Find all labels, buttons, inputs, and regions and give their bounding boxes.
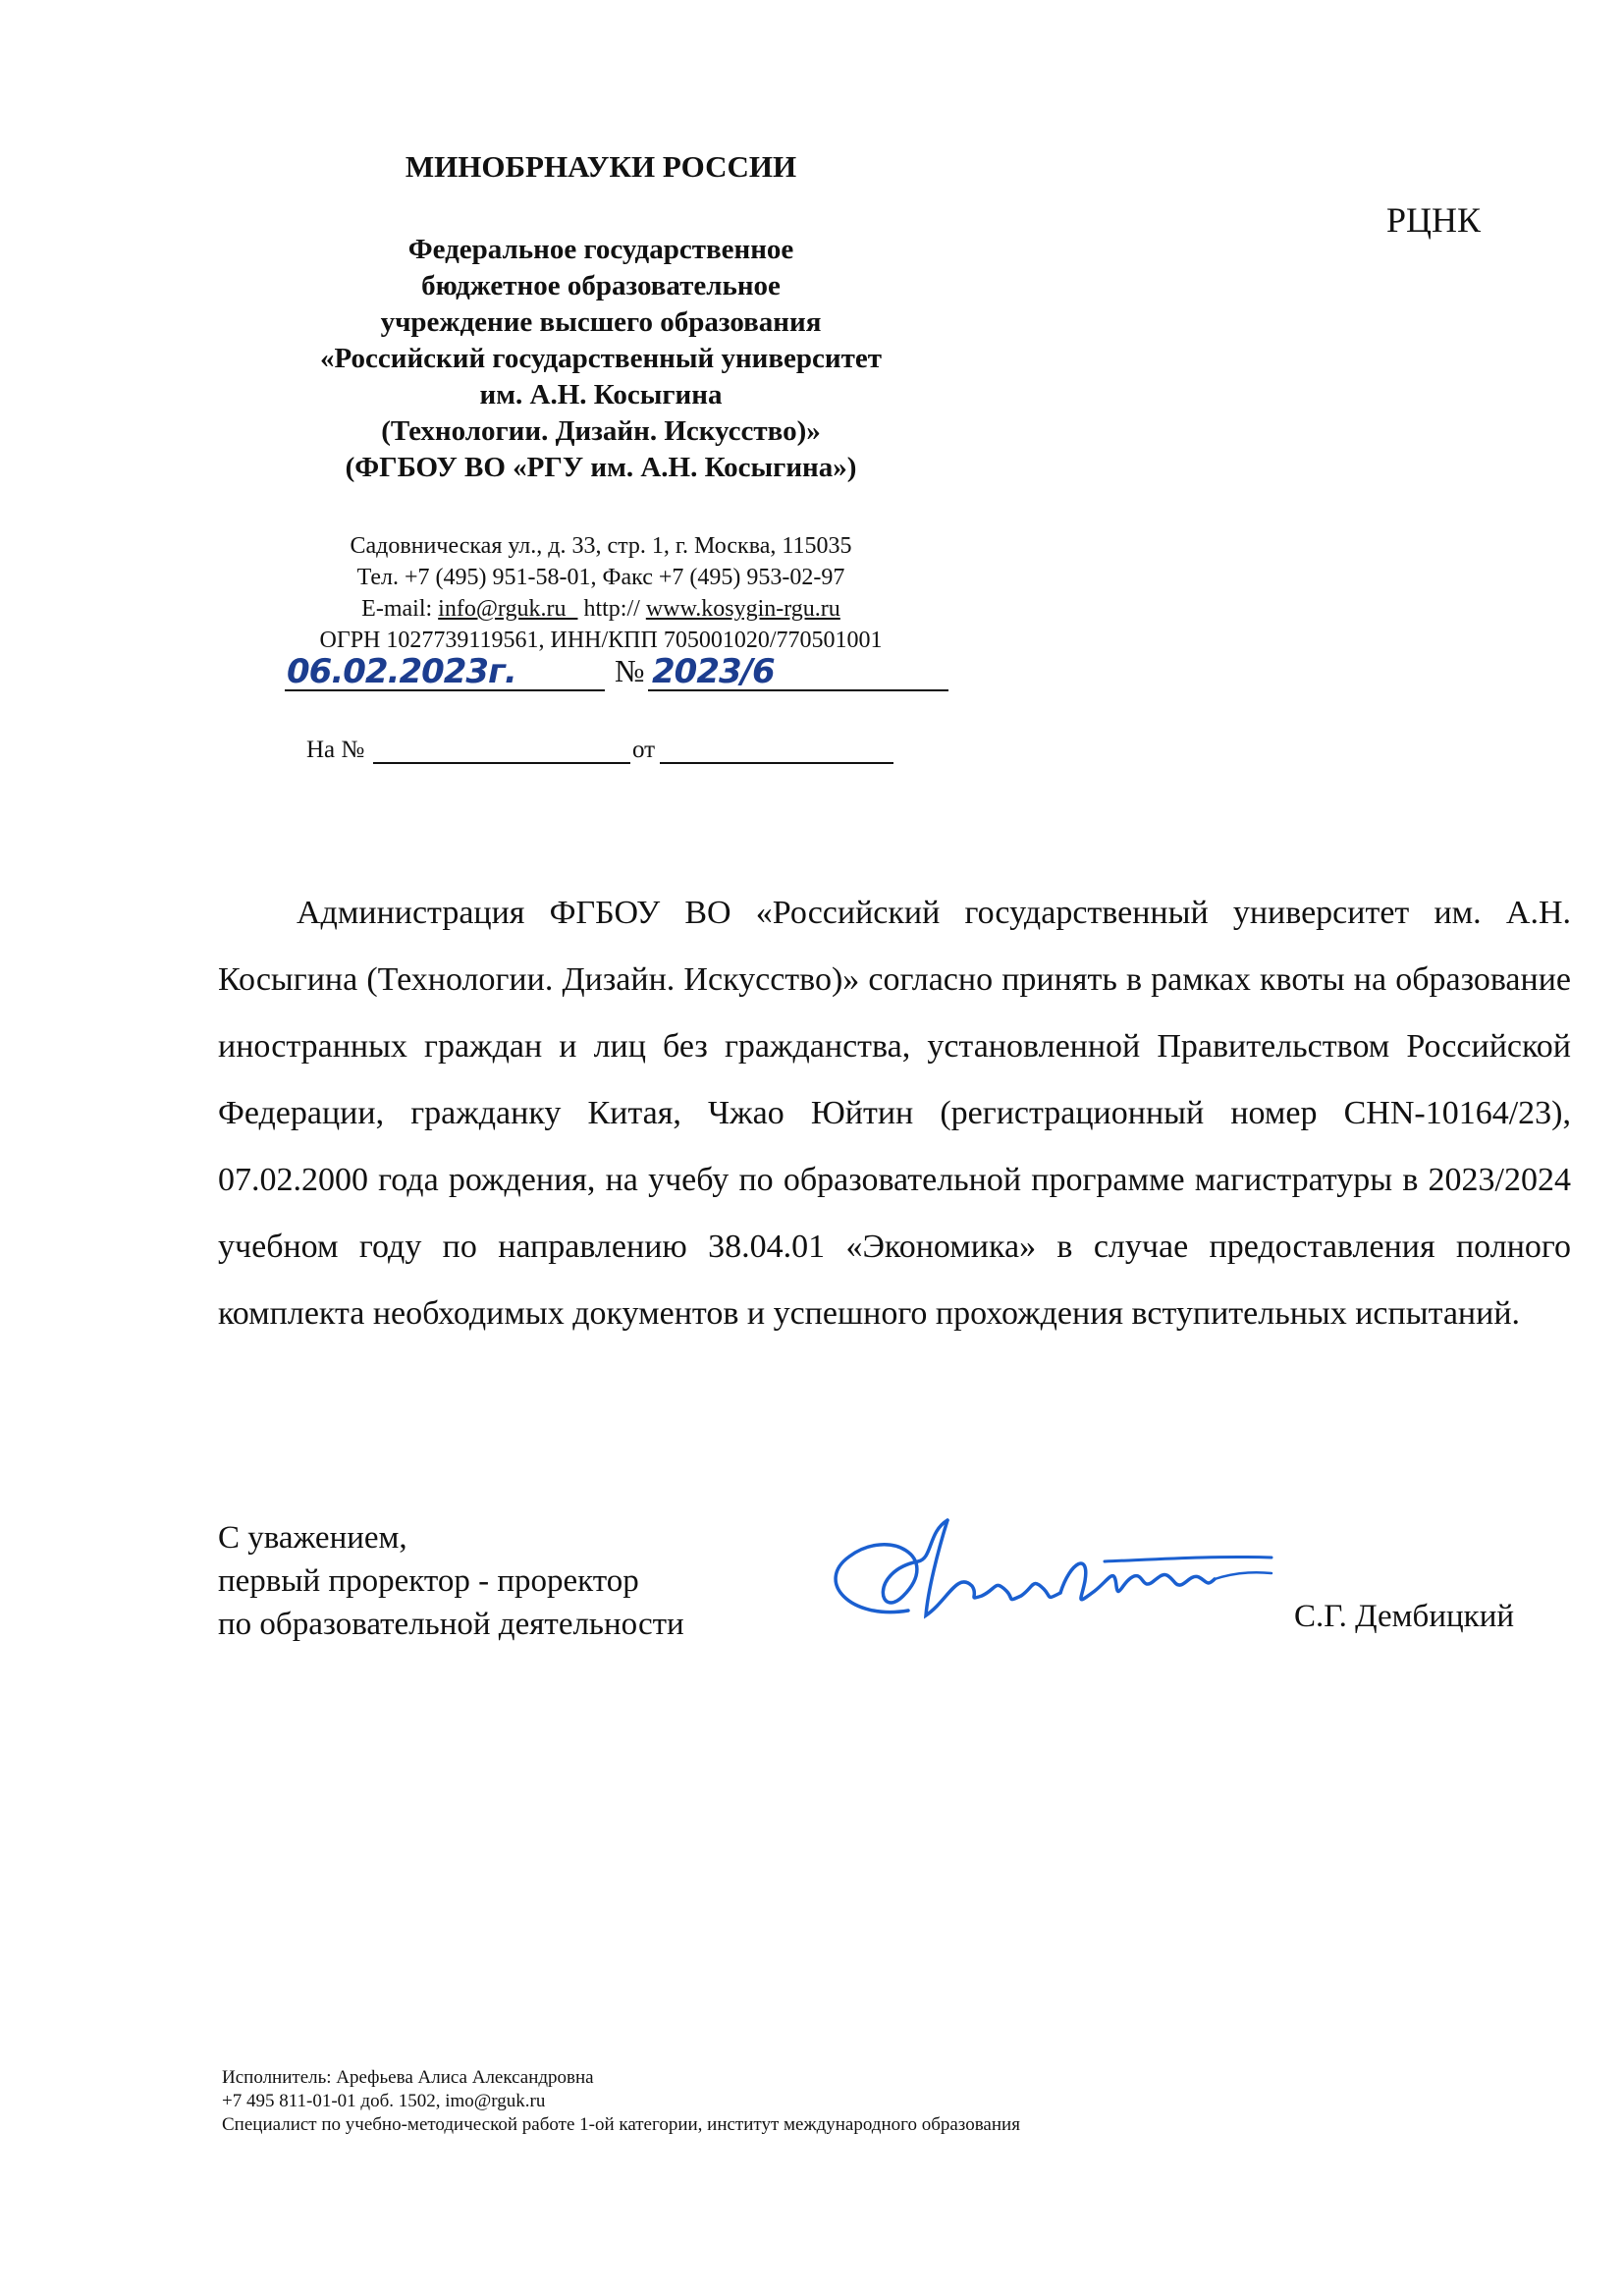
org-line: (ФГБОУ ВО «РГУ им. А.Н. Косыгина») — [345, 452, 857, 483]
email-web-line — [257, 593, 945, 625]
email-label: E-mail: — [361, 596, 433, 622]
address: Садовническая ул., д. 33, стр. 1, г. Москва, 115035 — [350, 533, 852, 559]
contact-block — [257, 530, 945, 656]
web-label: http:// — [583, 596, 640, 622]
organization-name — [257, 232, 945, 486]
org-line: Федеральное государственное — [407, 234, 794, 265]
email-link[interactable]: info@rguk.ru — [438, 596, 567, 622]
recipient: РЦНК — [1386, 200, 1482, 240]
executor-footer — [222, 2066, 1020, 2137]
ogrn-inn: ОГРН 1027739119561, ИНН/КПП 705001020/770501001 — [319, 628, 883, 653]
org-line: бюджетное образовательное — [421, 270, 781, 301]
org-line: учреждение высшего образования — [380, 306, 822, 338]
letter-body: Администрация ФГБОУ ВО «Российский государственный университет им. А.Н. Косыгина (Технологии. Дизайн. Искусство)» согласно принять в рамках квоты на образование иностранных граждан и лиц без гражданства, установленной Правительством Российской Федерации, гражданку Китая, Чжао Юйтин (регистрационный номер CHN-10164/23), 07.02.2000 года рождения, на учебу по образовательной программе магистратуры в 2023/2024 учебном году по направлению 38.04.01 «Экономика» в случае предоставления полного комплекта необходимых документов и успешного прохождения вступительных испытаний. — [218, 895, 1571, 1332]
handwritten-signature — [810, 1503, 1281, 1660]
ministry-name: МИНОБРНАУКИ РОССИИ — [405, 149, 797, 184]
signatory-position: первый проректор - проректор — [218, 1563, 639, 1599]
web-link[interactable]: www.kosygin-rgu.ru — [645, 596, 840, 622]
reference-number-label: На № — [306, 737, 365, 763]
signatory-title — [218, 1516, 684, 1646]
reference-date-label: от — [632, 737, 656, 763]
org-line: им. А.Н. Косыгина — [479, 379, 723, 410]
org-line: (Технологии. Дизайн. Искусство)» — [381, 415, 821, 447]
executor-name: Исполнитель: Арефьева Алиса Александровна — [222, 2067, 594, 2088]
phones: Тел. +7 (495) 951-58-01, Факс +7 (495) 953-02-97 — [356, 565, 845, 590]
org-line: «Российский государственный университет — [320, 343, 882, 374]
number-sign: № — [615, 653, 645, 688]
reference-date-blank — [660, 762, 893, 764]
executor-position: Специалист по учебно-методической работе 1-ой категории, институт международного образования — [222, 2114, 1020, 2135]
signatory-name: С.Г. Дембицкий — [1294, 1599, 1515, 1634]
signatory-position: по образовательной деятельности — [218, 1607, 684, 1642]
registration-date: 06.02.2023г. — [287, 652, 516, 691]
closing-greeting: С уважением, — [218, 1520, 407, 1556]
reference-number-blank — [373, 762, 630, 764]
registration-number: 2023/6 — [652, 652, 775, 691]
executor-contact: +7 495 811-01-01 доб. 1502, imo@rguk.ru — [222, 2091, 546, 2111]
